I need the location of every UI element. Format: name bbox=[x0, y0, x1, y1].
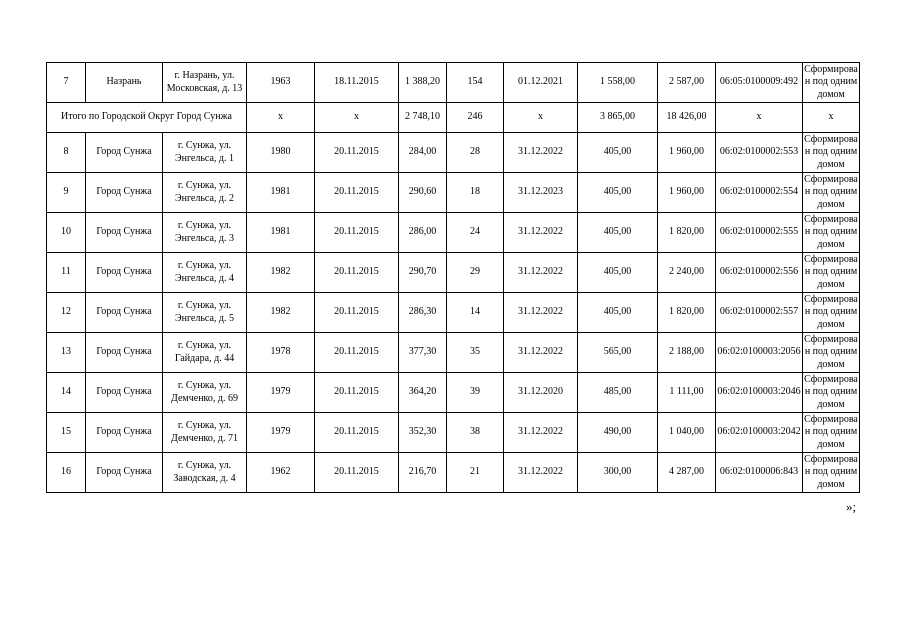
cell-area: 1 388,20 bbox=[399, 63, 447, 103]
cell-cost-1: 300,00 bbox=[578, 453, 658, 493]
cell-cost-2: 4 287,00 bbox=[658, 453, 716, 493]
cell-area: 290,70 bbox=[399, 253, 447, 293]
cell-residents: 35 bbox=[447, 333, 504, 373]
cell-cadastral-number: 06:02:0100002:553 bbox=[716, 133, 803, 173]
cell-cost-1: 405,00 bbox=[578, 213, 658, 253]
cell-land-status: Сформирован под одним домом bbox=[803, 173, 860, 213]
cell-cost-2: 1 960,00 bbox=[658, 133, 716, 173]
cell-cadastral-number: 06:02:0100006:843 bbox=[716, 453, 803, 493]
table-row bbox=[47, 373, 860, 413]
cell-cadastral-number: 06:02:0100002:555 bbox=[716, 213, 803, 253]
table-total-row bbox=[47, 103, 860, 133]
cell-number: 14 bbox=[47, 373, 86, 413]
cell-area: 377,30 bbox=[399, 333, 447, 373]
cell-deadline: 31.12.2023 bbox=[504, 173, 578, 213]
cell-land-status: Сформирован под одним домом bbox=[803, 253, 860, 293]
cell-cadastral-number: 06:05:0100009:492 bbox=[716, 63, 803, 103]
cell-municipality: Город Сунжа bbox=[86, 413, 163, 453]
cell-land-status: Сформирован под одним домом bbox=[803, 213, 860, 253]
cell-year-built: 1982 bbox=[247, 293, 315, 333]
cell-year-built: x bbox=[247, 103, 315, 133]
cell-number: 12 bbox=[47, 293, 86, 333]
cell-year-built: 1981 bbox=[247, 173, 315, 213]
cell-date: 20.11.2015 bbox=[315, 453, 399, 493]
cell-deadline: 31.12.2022 bbox=[504, 453, 578, 493]
cell-area: 216,70 bbox=[399, 453, 447, 493]
cell-deadline: 31.12.2022 bbox=[504, 253, 578, 293]
cell-number: 13 bbox=[47, 333, 86, 373]
cell-year-built: 1979 bbox=[247, 373, 315, 413]
table-row bbox=[47, 133, 860, 173]
cell-land-status: Сформирован под одним домом bbox=[803, 453, 860, 493]
cell-address: г. Сунжа, ул. Энгельса, д. 4 bbox=[163, 253, 247, 293]
cell-address: г. Сунжа, ул. Энгельса, д. 1 bbox=[163, 133, 247, 173]
cell-date: 20.11.2015 bbox=[315, 333, 399, 373]
cell-residents: 39 bbox=[447, 373, 504, 413]
cell-cadastral-number: 06:02:0100002:556 bbox=[716, 253, 803, 293]
cell-cadastral-number: 06:02:0100002:557 bbox=[716, 293, 803, 333]
table-row bbox=[47, 333, 860, 373]
cell-residents: 38 bbox=[447, 413, 504, 453]
cell-municipality: Город Сунжа bbox=[86, 453, 163, 493]
table-body bbox=[47, 63, 860, 493]
cell-residents: 21 bbox=[447, 453, 504, 493]
cell-cost-1: 405,00 bbox=[578, 293, 658, 333]
cell-land-status: Сформирован под одним домом bbox=[803, 293, 860, 333]
cell-area: 286,00 bbox=[399, 213, 447, 253]
cell-date: 20.11.2015 bbox=[315, 213, 399, 253]
cell-year-built: 1980 bbox=[247, 133, 315, 173]
cell-date: 20.11.2015 bbox=[315, 133, 399, 173]
cell-deadline: x bbox=[504, 103, 578, 133]
cell-cost-1: 565,00 bbox=[578, 333, 658, 373]
cell-cost-2: 2 587,00 bbox=[658, 63, 716, 103]
cell-address: г. Сунжа, ул. Демченко, д. 69 bbox=[163, 373, 247, 413]
cell-address: г. Сунжа, ул. Энгельса, д. 3 bbox=[163, 213, 247, 253]
cell-total-label: Итого по Городской Округ Город Сунжа bbox=[47, 103, 247, 133]
cell-residents: 29 bbox=[447, 253, 504, 293]
cell-cost-2: 1 040,00 bbox=[658, 413, 716, 453]
cell-cost-2: 18 426,00 bbox=[658, 103, 716, 133]
table-row bbox=[47, 293, 860, 333]
table-row bbox=[47, 173, 860, 213]
cell-cost-2: 1 820,00 bbox=[658, 213, 716, 253]
cell-deadline: 31.12.2022 bbox=[504, 293, 578, 333]
cell-residents: 28 bbox=[447, 133, 504, 173]
cell-cost-2: 1 111,00 bbox=[658, 373, 716, 413]
cell-municipality: Город Сунжа bbox=[86, 253, 163, 293]
cell-area: 284,00 bbox=[399, 133, 447, 173]
housing-register-table bbox=[46, 62, 860, 493]
cell-number: 10 bbox=[47, 213, 86, 253]
cell-year-built: 1979 bbox=[247, 413, 315, 453]
cell-land-status: Сформирован под одним домом bbox=[803, 373, 860, 413]
cell-date: 20.11.2015 bbox=[315, 413, 399, 453]
cell-cost-1: 485,00 bbox=[578, 373, 658, 413]
cell-cadastral-number: 06:02:0100003:2046 bbox=[716, 373, 803, 413]
cell-area: 352,30 bbox=[399, 413, 447, 453]
cell-cost-1: 405,00 bbox=[578, 133, 658, 173]
cell-deadline: 31.12.2020 bbox=[504, 373, 578, 413]
cell-land-status: Сформирован под одним домом bbox=[803, 333, 860, 373]
cell-municipality: Назрань bbox=[86, 63, 163, 103]
cell-municipality: Город Сунжа bbox=[86, 213, 163, 253]
cell-cadastral-number: x bbox=[716, 103, 803, 133]
table-row bbox=[47, 453, 860, 493]
cell-cost-2: 2 188,00 bbox=[658, 333, 716, 373]
cell-deadline: 01.12.2021 bbox=[504, 63, 578, 103]
cell-year-built: 1982 bbox=[247, 253, 315, 293]
cell-cadastral-number: 06:02:0100003:2042 bbox=[716, 413, 803, 453]
cell-land-status: Сформирован под одним домом bbox=[803, 133, 860, 173]
cell-land-status: x bbox=[803, 103, 860, 133]
cell-residents: 24 bbox=[447, 213, 504, 253]
cell-cadastral-number: 06:02:0100002:554 bbox=[716, 173, 803, 213]
cell-year-built: 1981 bbox=[247, 213, 315, 253]
cell-cost-2: 1 820,00 bbox=[658, 293, 716, 333]
cell-number: 9 bbox=[47, 173, 86, 213]
cell-residents: 14 bbox=[447, 293, 504, 333]
cell-address: г. Сунжа, ул. Энгельса, д. 2 bbox=[163, 173, 247, 213]
cell-date: 18.11.2015 bbox=[315, 63, 399, 103]
cell-date: x bbox=[315, 103, 399, 133]
cell-land-status: Сформирован под одним домом bbox=[803, 63, 860, 103]
cell-municipality: Город Сунжа bbox=[86, 173, 163, 213]
cell-cost-2: 1 960,00 bbox=[658, 173, 716, 213]
cell-date: 20.11.2015 bbox=[315, 253, 399, 293]
cell-date: 20.11.2015 bbox=[315, 373, 399, 413]
cell-cadastral-number: 06:02:0100003:2056 bbox=[716, 333, 803, 373]
cell-residents: 18 bbox=[447, 173, 504, 213]
cell-address: г. Назрань, ул. Московская, д. 13 bbox=[163, 63, 247, 103]
cell-deadline: 31.12.2022 bbox=[504, 413, 578, 453]
cell-area: 290,60 bbox=[399, 173, 447, 213]
cell-number: 16 bbox=[47, 453, 86, 493]
cell-cost-2: 2 240,00 bbox=[658, 253, 716, 293]
cell-year-built: 1962 bbox=[247, 453, 315, 493]
table-row bbox=[47, 63, 860, 103]
cell-deadline: 31.12.2022 bbox=[504, 133, 578, 173]
cell-deadline: 31.12.2022 bbox=[504, 333, 578, 373]
cell-municipality: Город Сунжа bbox=[86, 133, 163, 173]
cell-cost-1: 490,00 bbox=[578, 413, 658, 453]
cell-year-built: 1963 bbox=[247, 63, 315, 103]
table-row bbox=[47, 253, 860, 293]
cell-residents: 246 bbox=[447, 103, 504, 133]
cell-address: г. Сунжа, ул. Энгельса, д. 5 bbox=[163, 293, 247, 333]
cell-address: г. Сунжа, ул. Заводская, д. 4 bbox=[163, 453, 247, 493]
closing-quote-mark: »; bbox=[846, 499, 857, 514]
cell-municipality: Город Сунжа bbox=[86, 373, 163, 413]
cell-date: 20.11.2015 bbox=[315, 293, 399, 333]
table-row bbox=[47, 413, 860, 453]
cell-municipality: Город Сунжа bbox=[86, 333, 163, 373]
cell-cost-1: 405,00 bbox=[578, 173, 658, 213]
cell-address: г. Сунжа, ул. Гайдара, д. 44 bbox=[163, 333, 247, 373]
cell-number: 15 bbox=[47, 413, 86, 453]
table-row bbox=[47, 213, 860, 253]
cell-municipality: Город Сунжа bbox=[86, 293, 163, 333]
cell-number: 8 bbox=[47, 133, 86, 173]
cell-cost-1: 3 865,00 bbox=[578, 103, 658, 133]
cell-cost-1: 1 558,00 bbox=[578, 63, 658, 103]
cell-address: г. Сунжа, ул. Демченко, д. 71 bbox=[163, 413, 247, 453]
cell-year-built: 1978 bbox=[247, 333, 315, 373]
cell-date: 20.11.2015 bbox=[315, 173, 399, 213]
cell-land-status: Сформирован под одним домом bbox=[803, 413, 860, 453]
cell-area: 286,30 bbox=[399, 293, 447, 333]
cell-cost-1: 405,00 bbox=[578, 253, 658, 293]
cell-number: 11 bbox=[47, 253, 86, 293]
cell-residents: 154 bbox=[447, 63, 504, 103]
cell-deadline: 31.12.2022 bbox=[504, 213, 578, 253]
cell-number: 7 bbox=[47, 63, 86, 103]
cell-area: 2 748,10 bbox=[399, 103, 447, 133]
cell-area: 364,20 bbox=[399, 373, 447, 413]
